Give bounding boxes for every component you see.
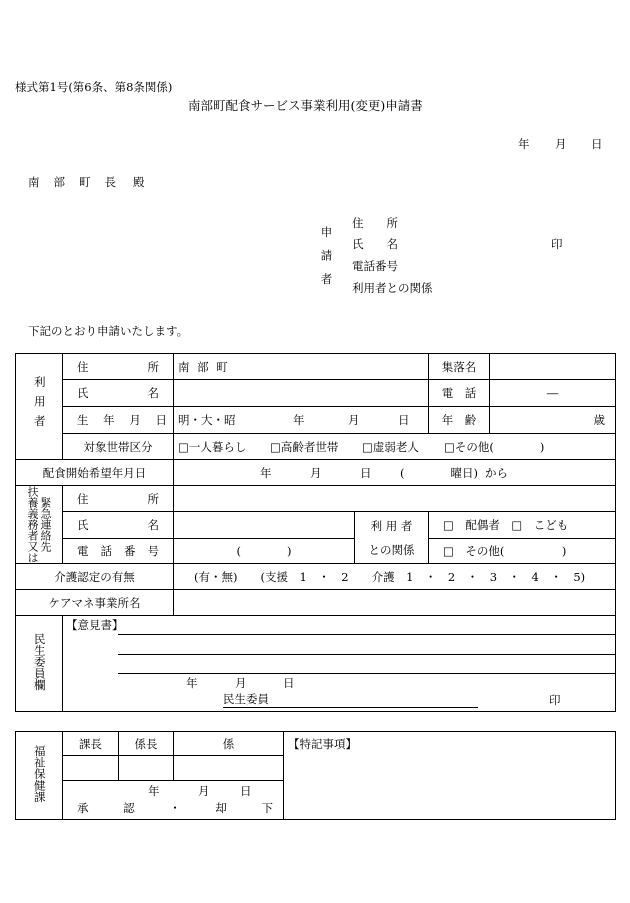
- emergency-section-label: 緊急連絡先 扶養義務者又は: [16, 486, 63, 564]
- applicant-relation-label: 利用者との関係: [352, 281, 433, 295]
- intro-text: 下記のとおり申請いたします。: [28, 324, 189, 338]
- unit-chief-header: 係長: [119, 732, 174, 756]
- emergency-name-label: 氏 名: [63, 512, 174, 539]
- applicant-seal: 印: [551, 237, 563, 251]
- option-living-alone[interactable]: □一人暮らし: [178, 439, 247, 454]
- user-phone-field[interactable]: ―: [490, 380, 616, 407]
- applicant-label: 申請者: [319, 226, 334, 297]
- relation-label: 利 用 者 との関係: [355, 512, 429, 564]
- applicant-address-label: 住 所: [352, 216, 398, 230]
- age-field[interactable]: 歳: [490, 407, 616, 434]
- option-elderly-household[interactable]: □高齢者世帯: [270, 439, 339, 454]
- applicant-phone-label: 電話番号: [352, 259, 398, 273]
- application-table: [15, 353, 616, 712]
- emergency-address-field[interactable]: [174, 486, 616, 512]
- addressee: 南 部 町 長: [28, 175, 122, 189]
- care-cert-label: 介護認定の有無: [16, 564, 174, 590]
- option-other[interactable]: □その他( ): [444, 439, 545, 454]
- care-manager-label: ケアマネ事業所名: [16, 590, 174, 616]
- honorific: 殿: [133, 175, 145, 189]
- delivery-start-label: 配食開始希望年月日: [16, 460, 174, 486]
- commissioner-section-label: 民生委員欄: [16, 616, 63, 712]
- opinion-label: 【意見書】: [66, 618, 124, 632]
- special-notes-label: 【特記事項】: [288, 737, 357, 751]
- birth-date-label: 生 年 月 日: [63, 407, 174, 434]
- staff-header: 係: [174, 732, 284, 756]
- opinion-area[interactable]: [63, 616, 616, 712]
- commissioner-seal: 印: [549, 693, 561, 707]
- decision-separator: ・: [169, 801, 181, 815]
- unit-chief-stamp[interactable]: [119, 756, 174, 781]
- section-chief-header: 課長: [63, 732, 119, 756]
- user-phone-label: 電 話: [429, 380, 490, 407]
- office-table: [15, 731, 616, 820]
- header-date-month: 月: [555, 137, 567, 151]
- district-field[interactable]: [490, 354, 616, 380]
- relation-options-1[interactable]: □ 配偶者 □ こども: [429, 512, 616, 539]
- household-options[interactable]: [174, 434, 616, 460]
- commissioner-signature-line[interactable]: 民生委員: [223, 694, 478, 708]
- staff-stamp[interactable]: [174, 756, 284, 781]
- special-notes-area[interactable]: [284, 732, 616, 820]
- reject-char-1: 却: [215, 801, 227, 815]
- age-label: 年 齢: [429, 407, 490, 434]
- birth-date-field[interactable]: 明・大・昭 年 月 日: [174, 407, 429, 434]
- district-label: 集落名: [429, 354, 490, 380]
- care-cert-field[interactable]: (有・無) (支援 1 ・ 2 介護 1 ・ 2 ・ 3 ・ 4 ・ 5): [174, 564, 616, 590]
- reject-char-2: 下: [261, 801, 273, 815]
- user-address-field[interactable]: 南 部 町: [174, 354, 429, 380]
- form-number: 様式第1号(第6条、第8条関係): [15, 80, 173, 94]
- commissioner-date-day: 日: [283, 676, 295, 690]
- user-name-field[interactable]: [174, 380, 429, 407]
- document-title: 南部町配食サービス事業利用(変更)申請書: [188, 98, 423, 113]
- option-frail-elderly[interactable]: □虚弱老人: [362, 439, 419, 454]
- section-chief-stamp[interactable]: [63, 756, 119, 781]
- commissioner-date-month: 月: [235, 676, 247, 690]
- emergency-phone-label: 電 話 番 号: [63, 539, 174, 564]
- delivery-start-field[interactable]: 年 月 日 ( 曜日) から: [174, 460, 616, 486]
- emergency-phone-field[interactable]: ( ): [174, 539, 355, 564]
- care-manager-field[interactable]: [174, 590, 616, 616]
- commissioner-date-year: 年: [186, 676, 198, 690]
- emergency-name-field[interactable]: [174, 512, 355, 539]
- header-date-day: 日: [591, 137, 603, 151]
- applicant-name-label: 氏 名: [352, 237, 398, 251]
- emergency-address-label: 住 所: [63, 486, 174, 512]
- office-section-label: 福祉保健課: [16, 732, 63, 820]
- user-address-label: 住 所: [63, 354, 174, 380]
- approve-char-2: 認: [123, 801, 135, 815]
- user-section-label: 利用者: [16, 354, 63, 460]
- user-name-label: 氏 名: [63, 380, 174, 407]
- header-date-year: 年: [518, 137, 530, 151]
- household-label: 対象世帯区分: [63, 434, 174, 460]
- decision-area[interactable]: 年 月 日 承 認 ・ 却 下: [63, 781, 284, 820]
- approve-char-1: 承: [77, 801, 89, 815]
- relation-options-2[interactable]: □ その他( ): [429, 539, 616, 564]
